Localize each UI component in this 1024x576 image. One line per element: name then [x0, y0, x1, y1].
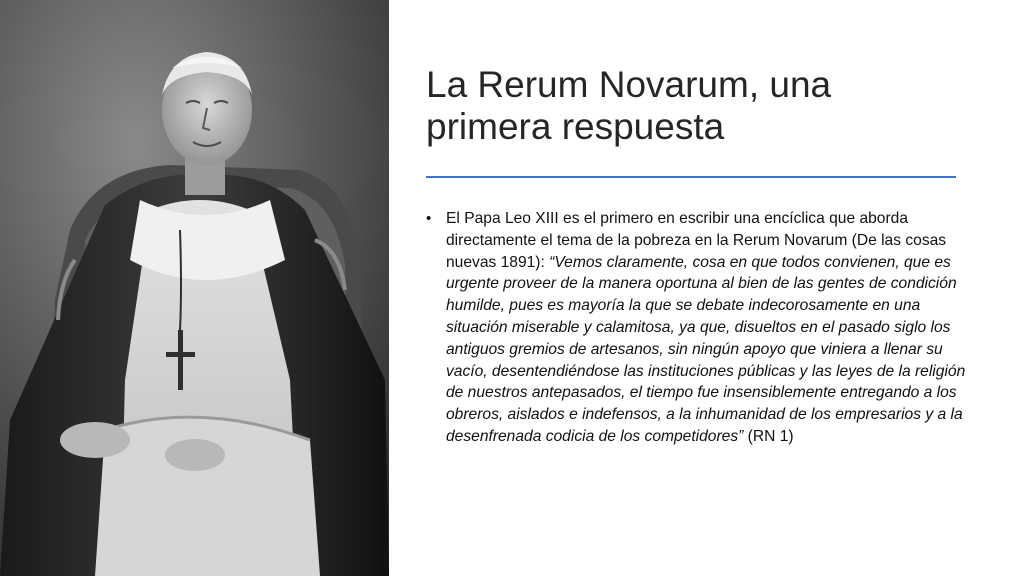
- slide-title-line-2: primera respuesta: [426, 106, 725, 148]
- portrait-illustration: [0, 0, 389, 576]
- bullet-citation: (RN 1): [743, 427, 794, 445]
- title-divider: [426, 176, 956, 178]
- bullet-item: [426, 208, 966, 448]
- bullet-icon: •: [426, 210, 432, 227]
- slide-title-line-1: La Rerum Novarum, una: [426, 64, 832, 105]
- portrait-photo: [0, 0, 389, 576]
- bullet-intro: El Papa Leo XIII es el primero en escribir una encíclica que aborda directamente el tema de la pobreza en la Rerum Novarum (De las cosas nuevas 1891):: [446, 210, 947, 271]
- slide-title: [426, 64, 986, 148]
- slide-body: [426, 208, 966, 448]
- bullet-quote: “Vemos claramente, cosa en que todos convienen, que es urgente proveer de la manera oportuna al bien de las gentes de condición humilde, pues es mayoría la que se debate indecorosamente en una situación miserable y calamitosa, ya que, disueltos en el pasado siglo los antiguos gremios de artesanos, sin ningún apoyo que viniera a llenar su vacío, desentendiéndose las instituciones públicas y las leyes de la religión de nuestros antepasados, el tiempo fue insensiblemente entregando a los obreros, aislados e indefensos, a la inhumanidad de los empresarios y a la desenfrenada codicia de los competidores”: [446, 253, 966, 445]
- bullet-text: [446, 208, 966, 448]
